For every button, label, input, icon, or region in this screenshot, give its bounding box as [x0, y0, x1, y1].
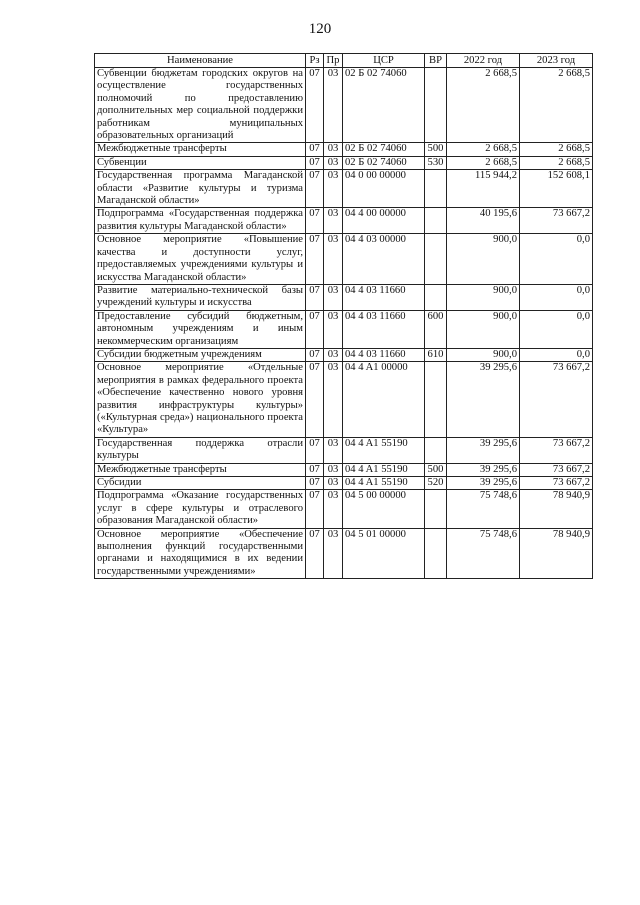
header-vr: ВР — [425, 54, 447, 68]
cell-rz: 07 — [306, 463, 324, 476]
cell-vr: 600 — [425, 310, 447, 348]
cell-rz: 07 — [306, 528, 324, 579]
cell-rz: 07 — [306, 348, 324, 361]
cell-name: Субвенции — [95, 156, 306, 169]
cell-name: Государственная программа Магаданской области «Развитие культуры и туризма Магаданской области» — [95, 170, 306, 208]
header-csr: ЦСР — [343, 54, 425, 68]
cell-2023: 78 940,9 — [520, 528, 593, 579]
table-row — [95, 437, 593, 463]
cell-2022: 900,0 — [447, 284, 520, 310]
cell-vr — [425, 68, 447, 143]
cell-csr: 04 4 03 00000 — [343, 234, 425, 285]
table-row — [95, 490, 593, 528]
cell-csr: 04 4 03 11660 — [343, 348, 425, 361]
table-header-row — [95, 54, 593, 68]
table-row — [95, 463, 593, 476]
cell-csr: 04 4 A1 55190 — [343, 477, 425, 490]
cell-2022: 75 748,6 — [447, 528, 520, 579]
table-row — [95, 284, 593, 310]
cell-csr: 02 Б 02 74060 — [343, 156, 425, 169]
cell-name: Основное мероприятие «Обеспечение выполнения функций государственными органами и находящимися в их ведении государственными учреждениями» — [95, 528, 306, 579]
table-row — [95, 68, 593, 143]
cell-vr: 520 — [425, 477, 447, 490]
cell-2023: 2 668,5 — [520, 143, 593, 156]
cell-name: Подпрограмма «Государственная поддержка развития культуры Магаданской области» — [95, 208, 306, 234]
cell-rz: 07 — [306, 143, 324, 156]
cell-csr: 04 5 00 00000 — [343, 490, 425, 528]
cell-name: Субсидии — [95, 477, 306, 490]
cell-vr: 530 — [425, 156, 447, 169]
cell-2022: 900,0 — [447, 310, 520, 348]
cell-2023: 73 667,2 — [520, 477, 593, 490]
cell-pr: 03 — [324, 208, 343, 234]
cell-rz: 07 — [306, 362, 324, 437]
cell-vr — [425, 362, 447, 437]
cell-csr: 04 4 03 11660 — [343, 310, 425, 348]
cell-vr — [425, 170, 447, 208]
cell-pr: 03 — [324, 463, 343, 476]
table-row — [95, 362, 593, 437]
cell-2022: 39 295,6 — [447, 437, 520, 463]
table-row — [95, 143, 593, 156]
cell-2022: 115 944,2 — [447, 170, 520, 208]
header-2023: 2023 год — [520, 54, 593, 68]
cell-rz: 07 — [306, 490, 324, 528]
cell-rz: 07 — [306, 156, 324, 169]
cell-pr: 03 — [324, 437, 343, 463]
cell-csr: 02 Б 02 74060 — [343, 68, 425, 143]
cell-pr: 03 — [324, 490, 343, 528]
cell-rz: 07 — [306, 68, 324, 143]
cell-rz: 07 — [306, 437, 324, 463]
cell-2022: 2 668,5 — [447, 143, 520, 156]
cell-name: Субсидии бюджетным учреждениям — [95, 348, 306, 361]
cell-vr — [425, 528, 447, 579]
cell-2022: 2 668,5 — [447, 68, 520, 143]
cell-csr: 04 5 01 00000 — [343, 528, 425, 579]
cell-pr: 03 — [324, 310, 343, 348]
cell-vr: 500 — [425, 143, 447, 156]
cell-csr: 04 4 00 00000 — [343, 208, 425, 234]
table-body — [95, 68, 593, 579]
cell-2022: 39 295,6 — [447, 477, 520, 490]
cell-vr: 610 — [425, 348, 447, 361]
cell-rz: 07 — [306, 170, 324, 208]
cell-rz: 07 — [306, 208, 324, 234]
table-row — [95, 208, 593, 234]
cell-csr: 04 4 A1 55190 — [343, 437, 425, 463]
cell-2023: 2 668,5 — [520, 156, 593, 169]
cell-vr — [425, 208, 447, 234]
cell-2023: 0,0 — [520, 310, 593, 348]
cell-vr — [425, 437, 447, 463]
cell-csr: 02 Б 02 74060 — [343, 143, 425, 156]
cell-name: Межбюджетные трансферты — [95, 463, 306, 476]
cell-pr: 03 — [324, 477, 343, 490]
table-row — [95, 310, 593, 348]
cell-rz: 07 — [306, 310, 324, 348]
table-row — [95, 528, 593, 579]
cell-2023: 73 667,2 — [520, 437, 593, 463]
cell-2022: 900,0 — [447, 348, 520, 361]
header-2022: 2022 год — [447, 54, 520, 68]
cell-rz: 07 — [306, 284, 324, 310]
cell-2023: 0,0 — [520, 348, 593, 361]
cell-vr — [425, 284, 447, 310]
header-pr: Пр — [324, 54, 343, 68]
cell-pr: 03 — [324, 362, 343, 437]
cell-pr: 03 — [324, 68, 343, 143]
cell-pr: 03 — [324, 528, 343, 579]
cell-2023: 0,0 — [520, 234, 593, 285]
cell-2022: 900,0 — [447, 234, 520, 285]
cell-name: Государственная поддержка отрасли культуры — [95, 437, 306, 463]
header-rz: Рз — [306, 54, 324, 68]
cell-2023: 73 667,2 — [520, 208, 593, 234]
cell-csr: 04 4 A1 00000 — [343, 362, 425, 437]
cell-csr: 04 4 A1 55190 — [343, 463, 425, 476]
cell-2023: 0,0 — [520, 284, 593, 310]
cell-2023: 78 940,9 — [520, 490, 593, 528]
cell-rz: 07 — [306, 477, 324, 490]
cell-pr: 03 — [324, 156, 343, 169]
page-number: 120 — [308, 21, 332, 37]
cell-2023: 152 608,1 — [520, 170, 593, 208]
cell-2022: 2 668,5 — [447, 156, 520, 169]
cell-2022: 40 195,6 — [447, 208, 520, 234]
cell-2022: 39 295,6 — [447, 463, 520, 476]
table-row — [95, 348, 593, 361]
cell-name: Межбюджетные трансферты — [95, 143, 306, 156]
header-name: Наименование — [95, 54, 306, 68]
cell-name: Основное мероприятие «Отдельные мероприятия в рамках федерального проекта «Обеспечение качественно нового уровня развития инфраструктуры культуры» («Культурная среда») национального проекта «Культура» — [95, 362, 306, 437]
cell-name: Подпрограмма «Оказание государственных услуг в сфере культуры и отраслевого образования Магаданской области» — [95, 490, 306, 528]
cell-vr — [425, 490, 447, 528]
cell-pr: 03 — [324, 143, 343, 156]
cell-vr: 500 — [425, 463, 447, 476]
budget-table — [94, 53, 593, 579]
cell-2022: 39 295,6 — [447, 362, 520, 437]
cell-pr: 03 — [324, 170, 343, 208]
table-row — [95, 170, 593, 208]
cell-2023: 73 667,2 — [520, 463, 593, 476]
cell-name: Основное мероприятие «Повышение качества и доступности услуг, предоставляемых учреждениями культуры и искусства Магаданской области» — [95, 234, 306, 285]
cell-vr — [425, 234, 447, 285]
table-row — [95, 477, 593, 490]
cell-name: Субвенции бюджетам городских округов на осуществление государственных полномочий по предоставлению дополнительных мер социальной поддержки работникам муниципальных образовательных организаций — [95, 68, 306, 143]
cell-pr: 03 — [324, 234, 343, 285]
cell-csr: 04 4 03 11660 — [343, 284, 425, 310]
cell-name: Развитие материально-технической базы учреждений культуры и искусства — [95, 284, 306, 310]
cell-pr: 03 — [324, 348, 343, 361]
cell-2023: 73 667,2 — [520, 362, 593, 437]
cell-csr: 04 0 00 00000 — [343, 170, 425, 208]
cell-name: Предоставление субсидий бюджетным, автономным учреждениям и иным некоммерческим организациям — [95, 310, 306, 348]
table-row — [95, 156, 593, 169]
table-row — [95, 234, 593, 285]
cell-2022: 75 748,6 — [447, 490, 520, 528]
cell-2023: 2 668,5 — [520, 68, 593, 143]
cell-pr: 03 — [324, 284, 343, 310]
cell-rz: 07 — [306, 234, 324, 285]
